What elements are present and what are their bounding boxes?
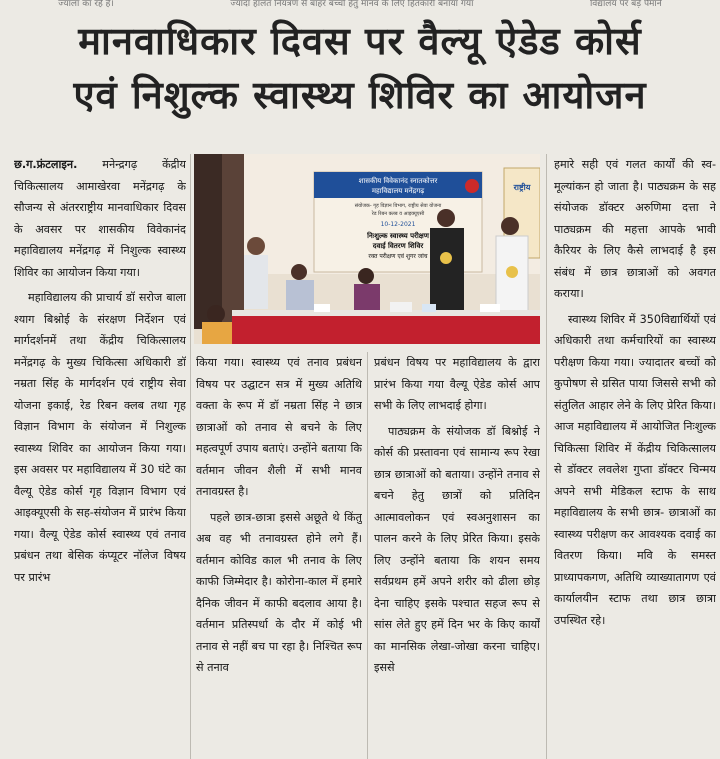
headline-line-1: मानवाधिकार दिवस पर वैल्यू ऐडेड कोर्स (78, 19, 642, 63)
article-column-1 (14, 154, 186, 759)
banner-line-3: संयोजक- गृह विज्ञान विभाग, राष्ट्रीय सेवा योजना (354, 203, 442, 209)
col1-para-2: महाविद्यालय की प्राचार्य डॉ सरोज बाला श्याग बिश्नोई के संरक्षण निर्देशन एवं मार्गदर्शनमें तथा केंद्रीय चिकित्सालय मनेंद्रगढ़ के मुख्य चिकित्सा अधिकारी डॉ नम्रता सिंह के मार्गदर्शन एवं राष्ट्रीय सेवा योजना इकाई, रेड रिबन क्लब तथा गृह विज्ञान विभाग के संयोजन में निशुल्क स्वास्थ्य शिविर का आयोजन किया गया। इस अवसर पर महाविद्यालय में 30 घंटे का वैल्यू ऐडेड कोर्स गृह विज्ञान विभाग एवं आइक्यूएसी के सह-संयोजन में प्रारंभ किया गया। वैल्यू ऐडेड कोर्स स्वास्थ्य एवं तनाव प्रबंधन तथा बेसिक कंप्यूटर नॉलेज विषय पर प्रारंभ (14, 291, 186, 584)
col2-para-2: पहले छात्र-छात्रा इससे अछूते थे किंतु अब वह भी तनावग्रस्त होने लगे हैं। वर्तमान कोविड काल भी तनाव के लिए काफी जिम्मेदार है। कोरोना-काल में हमारे दैनिक जीवन में काफी बदलाव आया है। वर्तमान प्रतिस्पर्धा के दौर में कोई भी तनाव से नहीं बच पा रहा है। निश्चित रूप से तनाव (196, 510, 362, 674)
col2-para-1: किया गया। स्वास्थ्य एवं तनाव प्रबंधन विषय पर उद्घाटन सत्र में मुख्य अतिथि वक्ता के रूप में डॉ नम्रता सिंह ने छात्र छात्राओं को तनाव से बचने के लिए महत्वपूर्ण उपाय बताएं। उन्होंने बताया कि वर्तमान जीवन शैली में सभी मानव तनावग्रस्त है। (196, 356, 362, 498)
banner-line-1: शासकीय विवेकानंद स्नातकोत्तर (358, 177, 438, 185)
previous-article-strip (0, 0, 720, 10)
banner-line-2: महाविद्यालय मनेंद्रगढ़ (371, 187, 425, 195)
strip-mid: ज्यादा हालत नियंत्रण से बाहर बच्चों हेतु मानव के लिए हितकारी बनाया गया (230, 0, 474, 9)
article-column-2 (196, 352, 362, 759)
col3-para-2: पाठ्यक्रम के संयोजक डॉ बिश्नोई ने कोर्स की प्रस्तावना एवं सामान्य रूप रेखा छात्र छात्राओं को बताया। उन्होंने तनाव से बचने हेतु छात्रों को प्रतिदिन आत्मावलोकन एवं स्वअनुशासन का पालन करने के लिए प्रेरित किया। इसके लिए उन्होंने बताया कि शयन समय सर्वप्रथम हमें अपने शरीर को ढीला छोड़ देना चाहिए इसके पश्चात सहज रूप से सांस लेते हुए हमें दिन भर के किए कार्यों का मानसिक लेखा-जोखा करना चाहिए। इससे (374, 424, 540, 674)
column-rule (190, 154, 191, 759)
strip-left: ज्याला का रहे हैं। (58, 0, 114, 9)
banner-line-5: 10-12-2021 (380, 221, 416, 228)
right-banner-text: राष्ट्रीय (513, 183, 531, 192)
banner-line-8: रक्त परीक्षण एवं शुगर जांच (368, 253, 428, 260)
dateline-place: मनेन्द्रगढ़ (102, 158, 138, 171)
column-rule (367, 352, 368, 759)
col1-para-1 (14, 154, 186, 283)
strip-right: विद्यालय पर बड़े पैमाने (589, 0, 662, 9)
event-photo-illustration (194, 154, 540, 344)
col4-para-1: हमारे सही एवं गलत कार्यों की स्व-मूल्यांकन हो जाता है। पाठ्यक्रम के सह संयोजक डॉक्टर अरुणिमा दत्ता ने पाठ्यक्रम की महत्ता आपके भावी कैरियर के लिए कैसे लाभदाई है इस संबंध में छात्र छात्राओं को अवगत कराया। (554, 158, 716, 300)
event-photo (194, 154, 540, 344)
headline-line-2: एवं निशुल्क स्वास्थ्य शिविर का आयोजन (73, 73, 647, 117)
col3-para-1: प्रबंधन विषय पर महाविद्यालय के द्वारा प्रारंभ किया गया वैल्यू ऐडेड कोर्स आप सभी के लिए लाभदाई होगा। (374, 356, 540, 412)
headline (14, 14, 706, 122)
banner-line-7: दवाई वितरण शिविर (372, 242, 424, 250)
banner-line-6: निःशुल्क स्वास्थ्य परीक्षण (367, 232, 429, 240)
article-column-4 (554, 154, 716, 759)
article-column-3 (374, 352, 540, 759)
col1-para-1-text: केंद्रीय चिकित्सालय आमाखेरवा मनेंद्रगढ़ के सौजन्य से अंतरराष्ट्रीय मानवाधिकार दिवस के अवसर पर शासकीय विवेकानंद महाविद्यालय मनेंद्रगढ़ में निशुल्क स्वास्थ्य शिविर का आयोजन किया गया। (14, 158, 186, 279)
banner-line-4: रेड रिबन क्लब व आइक्यूएसी (371, 211, 425, 217)
col4-para-2: स्वास्थ्य शिविर में 350विद्यार्थियों एवं अधिकारी तथा कर्मचारियों का स्वास्थ्य परीक्षण किया गया। ज्यादातर बच्चों को कुपोषण से ग्रसित पाया जिससे सभी को संतुलित आहार लेने के लिए प्रेरित किया। आज महाविद्यालय में आयोजित निःशुल्क चिकित्सा शिविर में केंद्रीय चिकित्सालय से डॉक्टर लवलेश गुप्ता डॉक्टर चिन्मय अपने सभी मेडिकल स्टाफ के साथ महाविद्यालय के सभी छात्र- छात्राओं का स्वास्थ्य परीक्षण कर आवश्यक दवाई का वितरण किया। मवि के समस्त प्राध्यापकगण, अतिथि व्याख्यातागण एवं कार्यालयीन स्टाफ तथा छात्र छात्रा उपस्थित रहे। (554, 312, 716, 627)
column-rule (546, 154, 547, 759)
dateline: छ.ग.फ्रंटलाइन. (14, 158, 78, 171)
